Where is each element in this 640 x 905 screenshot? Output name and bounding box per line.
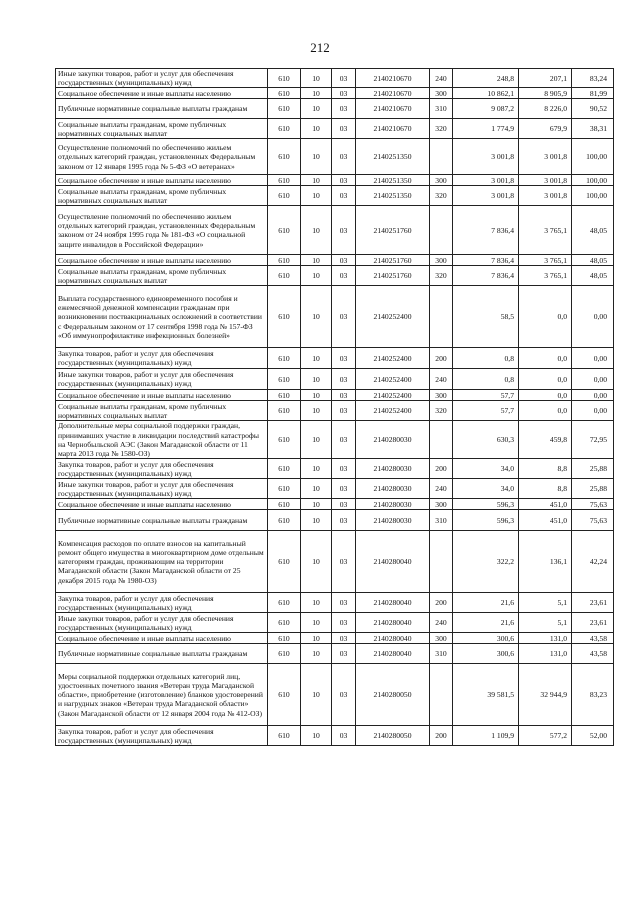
- table-row: [56, 206, 614, 255]
- table-row: [56, 286, 614, 348]
- expense-type-code: 300: [430, 633, 453, 644]
- execution-percent: 0,00: [572, 401, 614, 421]
- actual-amount: 679,9: [519, 119, 572, 139]
- section-code: 10: [301, 286, 332, 348]
- expense-type-code: 320: [430, 266, 453, 286]
- plan-amount: 34,0: [453, 479, 519, 499]
- row-name: Компенсация расходов по оплате взносов на капитальный ремонт общего имущества в многоквартирном доме отдельным категориям граждан, проживающим на территории Магаданской области (Закон Магаданской области от 25 декабря 2015 года № 1980-ОЗ): [56, 531, 268, 593]
- target-article-code: 2140280030: [356, 421, 430, 459]
- table-row: [56, 175, 614, 186]
- plan-amount: 1 774,9: [453, 119, 519, 139]
- plan-amount: 34,0: [453, 459, 519, 479]
- section-code: 10: [301, 348, 332, 369]
- row-name: Социальные выплаты гражданам, кроме публичных нормативных социальных выплат: [56, 186, 268, 206]
- actual-amount: 3 001,8: [519, 139, 572, 175]
- plan-amount: 7 836,4: [453, 266, 519, 286]
- actual-amount: 3 001,8: [519, 186, 572, 206]
- subsection-code: 03: [332, 206, 356, 255]
- actual-amount: 0,0: [519, 348, 572, 369]
- ministry-code: 610: [268, 139, 301, 175]
- actual-amount: 0,0: [519, 390, 572, 401]
- expense-type-code: 200: [430, 593, 453, 613]
- table-row: [56, 531, 614, 593]
- plan-amount: 596,3: [453, 510, 519, 531]
- table-row: [56, 266, 614, 286]
- ministry-code: 610: [268, 266, 301, 286]
- target-article-code: 2140251760: [356, 266, 430, 286]
- execution-percent: 23,61: [572, 613, 614, 633]
- actual-amount: 5,1: [519, 593, 572, 613]
- actual-amount: 8,8: [519, 459, 572, 479]
- actual-amount: 32 944,9: [519, 664, 572, 726]
- row-name: Осуществление полномочий по обеспечению жильем отдельных категорий граждан, установленных Федеральным законом от 24 ноября 1995 года № 181-ФЗ «О социальной защите инвалидов в Российской Федерации»: [56, 206, 268, 255]
- ministry-code: 610: [268, 286, 301, 348]
- ministry-code: 610: [268, 499, 301, 510]
- table-row: [56, 421, 614, 459]
- actual-amount: 3 765,1: [519, 255, 572, 266]
- subsection-code: 03: [332, 421, 356, 459]
- expense-type-code: 300: [430, 175, 453, 186]
- plan-amount: 57,7: [453, 401, 519, 421]
- subsection-code: 03: [332, 255, 356, 266]
- ministry-code: 610: [268, 664, 301, 726]
- section-code: 10: [301, 510, 332, 531]
- table-row: [56, 664, 614, 726]
- section-code: 10: [301, 421, 332, 459]
- expense-type-code: 240: [430, 369, 453, 390]
- execution-percent: 75,63: [572, 510, 614, 531]
- actual-amount: 451,0: [519, 499, 572, 510]
- table-row: [56, 459, 614, 479]
- subsection-code: 03: [332, 119, 356, 139]
- section-code: 10: [301, 186, 332, 206]
- ministry-code: 610: [268, 644, 301, 664]
- actual-amount: 8 905,9: [519, 88, 572, 99]
- subsection-code: 03: [332, 459, 356, 479]
- subsection-code: 03: [332, 175, 356, 186]
- subsection-code: 03: [332, 186, 356, 206]
- row-name: Социальные выплаты гражданам, кроме публичных нормативных социальных выплат: [56, 266, 268, 286]
- subsection-code: 03: [332, 390, 356, 401]
- target-article-code: 2140210670: [356, 99, 430, 119]
- execution-percent: 23,61: [572, 593, 614, 613]
- execution-percent: 42,24: [572, 531, 614, 593]
- table-row: [56, 401, 614, 421]
- budget-table: [55, 68, 614, 746]
- row-name: Социальные выплаты гражданам, кроме публичных нормативных социальных выплат: [56, 119, 268, 139]
- plan-amount: 21,6: [453, 613, 519, 633]
- plan-amount: 3 001,8: [453, 186, 519, 206]
- execution-percent: 83,24: [572, 69, 614, 88]
- table-row: [56, 186, 614, 206]
- section-code: 10: [301, 69, 332, 88]
- plan-amount: 596,3: [453, 499, 519, 510]
- plan-amount: 0,8: [453, 348, 519, 369]
- ministry-code: 610: [268, 459, 301, 479]
- subsection-code: 03: [332, 499, 356, 510]
- subsection-code: 03: [332, 369, 356, 390]
- actual-amount: 3 765,1: [519, 206, 572, 255]
- section-code: 10: [301, 633, 332, 644]
- row-name: Иные закупки товаров, работ и услуг для обеспечения государственных (муниципальных) нужд: [56, 69, 268, 88]
- row-name: Выплата государственного единовременного пособия и ежемесячной денежной компенсации гражданам при возникновении поствакцинальных осложнений в соответствии с Федеральным законом от 17 сентября 1998 года № 157-ФЗ «Об иммунопрофилактике инфекционных болезней»: [56, 286, 268, 348]
- target-article-code: 2140280030: [356, 459, 430, 479]
- expense-type-code: 310: [430, 99, 453, 119]
- ministry-code: 610: [268, 206, 301, 255]
- row-name: Осуществление полномочий по обеспечению жильем отдельных категорий граждан, установленных Федеральным законом от 12 января 1995 года № 5-ФЗ «О ветеранах»: [56, 139, 268, 175]
- actual-amount: 3 001,8: [519, 175, 572, 186]
- target-article-code: 2140280030: [356, 479, 430, 499]
- section-code: 10: [301, 479, 332, 499]
- execution-percent: 100,00: [572, 139, 614, 175]
- ministry-code: 610: [268, 531, 301, 593]
- section-code: 10: [301, 390, 332, 401]
- table-row: [56, 633, 614, 644]
- target-article-code: 2140280030: [356, 499, 430, 510]
- target-article-code: 2140251350: [356, 139, 430, 175]
- section-code: 10: [301, 369, 332, 390]
- execution-percent: 43,58: [572, 633, 614, 644]
- execution-percent: 48,05: [572, 255, 614, 266]
- subsection-code: 03: [332, 613, 356, 633]
- execution-percent: 90,52: [572, 99, 614, 119]
- expense-type-code: 200: [430, 726, 453, 746]
- table-row: [56, 726, 614, 746]
- ministry-code: 610: [268, 119, 301, 139]
- row-name: Социальное обеспечение и иные выплаты населению: [56, 255, 268, 266]
- execution-percent: 25,88: [572, 459, 614, 479]
- subsection-code: 03: [332, 633, 356, 644]
- subsection-code: 03: [332, 88, 356, 99]
- target-article-code: 2140252400: [356, 286, 430, 348]
- plan-amount: 300,6: [453, 633, 519, 644]
- execution-percent: 100,00: [572, 175, 614, 186]
- ministry-code: 610: [268, 88, 301, 99]
- actual-amount: 451,0: [519, 510, 572, 531]
- target-article-code: 2140210670: [356, 69, 430, 88]
- target-article-code: 2140252400: [356, 401, 430, 421]
- execution-percent: 81,99: [572, 88, 614, 99]
- execution-percent: 25,88: [572, 479, 614, 499]
- ministry-code: 610: [268, 99, 301, 119]
- expense-type-code: 240: [430, 613, 453, 633]
- expense-type-code: [430, 531, 453, 593]
- section-code: 10: [301, 99, 332, 119]
- ministry-code: 610: [268, 593, 301, 613]
- expense-type-code: 300: [430, 255, 453, 266]
- subsection-code: 03: [332, 266, 356, 286]
- execution-percent: 48,05: [572, 206, 614, 255]
- table-row: [56, 613, 614, 633]
- plan-amount: 9 087,2: [453, 99, 519, 119]
- plan-amount: 3 001,8: [453, 175, 519, 186]
- subsection-code: 03: [332, 664, 356, 726]
- expense-type-code: 310: [430, 644, 453, 664]
- expense-type-code: 200: [430, 348, 453, 369]
- expense-type-code: 300: [430, 390, 453, 401]
- target-article-code: 2140251760: [356, 206, 430, 255]
- table-body: [56, 69, 614, 746]
- actual-amount: 136,1: [519, 531, 572, 593]
- execution-percent: 48,05: [572, 266, 614, 286]
- actual-amount: 5,1: [519, 613, 572, 633]
- actual-amount: 0,0: [519, 401, 572, 421]
- actual-amount: 0,0: [519, 286, 572, 348]
- row-name: Иные закупки товаров, работ и услуг для обеспечения государственных (муниципальных) нужд: [56, 369, 268, 390]
- actual-amount: 8,8: [519, 479, 572, 499]
- target-article-code: 2140280040: [356, 613, 430, 633]
- table-row: [56, 119, 614, 139]
- execution-percent: 0,00: [572, 348, 614, 369]
- table-row: [56, 369, 614, 390]
- ministry-code: 610: [268, 69, 301, 88]
- row-name: Публичные нормативные социальные выплаты гражданам: [56, 510, 268, 531]
- subsection-code: 03: [332, 479, 356, 499]
- section-code: 10: [301, 531, 332, 593]
- target-article-code: 2140280040: [356, 644, 430, 664]
- actual-amount: 3 765,1: [519, 266, 572, 286]
- target-article-code: 2140280040: [356, 531, 430, 593]
- subsection-code: 03: [332, 139, 356, 175]
- execution-percent: 0,00: [572, 390, 614, 401]
- subsection-code: 03: [332, 401, 356, 421]
- target-article-code: 2140252400: [356, 390, 430, 401]
- subsection-code: 03: [332, 593, 356, 613]
- expense-type-code: [430, 286, 453, 348]
- row-name: Дополнительные меры социальной поддержки граждан, принимавших участие в ликвидации последствий катастрофы на Чернобыльской АЭС (Закон Магаданской области от 11 марта 2013 года № 1580-ОЗ): [56, 421, 268, 459]
- target-article-code: 2140210670: [356, 88, 430, 99]
- subsection-code: 03: [332, 531, 356, 593]
- table-row: [56, 139, 614, 175]
- subsection-code: 03: [332, 69, 356, 88]
- expense-type-code: 310: [430, 510, 453, 531]
- plan-amount: 39 581,5: [453, 664, 519, 726]
- table-row: [56, 69, 614, 88]
- section-code: 10: [301, 499, 332, 510]
- plan-amount: 58,5: [453, 286, 519, 348]
- actual-amount: 8 226,0: [519, 99, 572, 119]
- execution-percent: 0,00: [572, 286, 614, 348]
- ministry-code: 610: [268, 186, 301, 206]
- row-name: Закупка товаров, работ и услуг для обеспечения государственных (муниципальных) нужд: [56, 459, 268, 479]
- expense-type-code: 300: [430, 88, 453, 99]
- row-name: Социальное обеспечение и иные выплаты населению: [56, 633, 268, 644]
- expense-type-code: [430, 421, 453, 459]
- plan-amount: 0,8: [453, 369, 519, 390]
- row-name: Социальное обеспечение и иные выплаты населению: [56, 175, 268, 186]
- ministry-code: 610: [268, 401, 301, 421]
- expense-type-code: 240: [430, 69, 453, 88]
- section-code: 10: [301, 726, 332, 746]
- subsection-code: 03: [332, 726, 356, 746]
- section-code: 10: [301, 175, 332, 186]
- row-name: Закупка товаров, работ и услуг для обеспечения государственных (муниципальных) нужд: [56, 348, 268, 369]
- table-row: [56, 88, 614, 99]
- subsection-code: 03: [332, 286, 356, 348]
- subsection-code: 03: [332, 644, 356, 664]
- expense-type-code: 300: [430, 499, 453, 510]
- expense-type-code: 240: [430, 479, 453, 499]
- execution-percent: 38,31: [572, 119, 614, 139]
- row-name: Закупка товаров, работ и услуг для обеспечения государственных (муниципальных) нужд: [56, 593, 268, 613]
- table-row: [56, 593, 614, 613]
- expense-type-code: 200: [430, 459, 453, 479]
- target-article-code: 2140251760: [356, 255, 430, 266]
- subsection-code: 03: [332, 510, 356, 531]
- section-code: 10: [301, 664, 332, 726]
- target-article-code: 2140210670: [356, 119, 430, 139]
- execution-percent: 100,00: [572, 186, 614, 206]
- ministry-code: 610: [268, 348, 301, 369]
- plan-amount: 630,3: [453, 421, 519, 459]
- target-article-code: 2140252400: [356, 348, 430, 369]
- row-name: Социальное обеспечение и иные выплаты населению: [56, 88, 268, 99]
- plan-amount: 322,2: [453, 531, 519, 593]
- row-name: Социальное обеспечение и иные выплаты населению: [56, 390, 268, 401]
- target-article-code: 2140280030: [356, 510, 430, 531]
- target-article-code: 2140280040: [356, 633, 430, 644]
- ministry-code: 610: [268, 726, 301, 746]
- section-code: 10: [301, 119, 332, 139]
- ministry-code: 610: [268, 421, 301, 459]
- expense-type-code: 320: [430, 401, 453, 421]
- execution-percent: 43,58: [572, 644, 614, 664]
- page-number: 212: [310, 40, 330, 55]
- execution-percent: 83,23: [572, 664, 614, 726]
- row-name: Иные закупки товаров, работ и услуг для обеспечения государственных (муниципальных) нужд: [56, 613, 268, 633]
- ministry-code: 610: [268, 613, 301, 633]
- target-article-code: 2140252400: [356, 369, 430, 390]
- table-row: [56, 255, 614, 266]
- execution-percent: 52,00: [572, 726, 614, 746]
- table-row: [56, 390, 614, 401]
- row-name: Социальное обеспечение и иные выплаты населению: [56, 499, 268, 510]
- ministry-code: 610: [268, 479, 301, 499]
- row-name: Публичные нормативные социальные выплаты гражданам: [56, 99, 268, 119]
- row-name: Публичные нормативные социальные выплаты гражданам: [56, 644, 268, 664]
- section-code: 10: [301, 255, 332, 266]
- section-code: 10: [301, 139, 332, 175]
- ministry-code: 610: [268, 255, 301, 266]
- expense-type-code: [430, 139, 453, 175]
- plan-amount: 10 862,1: [453, 88, 519, 99]
- target-article-code: 2140251350: [356, 186, 430, 206]
- plan-amount: 7 836,4: [453, 255, 519, 266]
- execution-percent: 75,63: [572, 499, 614, 510]
- row-name: Иные закупки товаров, работ и услуг для обеспечения государственных (муниципальных) нужд: [56, 479, 268, 499]
- ministry-code: 610: [268, 390, 301, 401]
- actual-amount: 131,0: [519, 633, 572, 644]
- actual-amount: 459,8: [519, 421, 572, 459]
- section-code: 10: [301, 266, 332, 286]
- plan-amount: 300,6: [453, 644, 519, 664]
- ministry-code: 610: [268, 633, 301, 644]
- section-code: 10: [301, 644, 332, 664]
- section-code: 10: [301, 401, 332, 421]
- table-row: [56, 510, 614, 531]
- row-name: Меры социальной поддержки отдельных категорий лиц, удостоенных почетного звания «Ветеран труда Магаданской области», приобретение (изготовление) бланков удостоверений и нагрудных знаков «Ветеран труда Магаданской области» (Закон Магаданской области от 12 января 2004 года № 412-ОЗ): [56, 664, 268, 726]
- plan-amount: 57,7: [453, 390, 519, 401]
- actual-amount: 577,2: [519, 726, 572, 746]
- execution-percent: 0,00: [572, 369, 614, 390]
- execution-percent: 72,95: [572, 421, 614, 459]
- actual-amount: 207,1: [519, 69, 572, 88]
- plan-amount: 3 001,8: [453, 139, 519, 175]
- ministry-code: 610: [268, 510, 301, 531]
- section-code: 10: [301, 88, 332, 99]
- expense-type-code: 320: [430, 119, 453, 139]
- subsection-code: 03: [332, 99, 356, 119]
- plan-amount: 248,8: [453, 69, 519, 88]
- actual-amount: 0,0: [519, 369, 572, 390]
- table-row: [56, 499, 614, 510]
- plan-amount: 7 836,4: [453, 206, 519, 255]
- ministry-code: 610: [268, 369, 301, 390]
- plan-amount: 21,6: [453, 593, 519, 613]
- table-row: [56, 348, 614, 369]
- expense-type-code: 320: [430, 186, 453, 206]
- row-name: Социальные выплаты гражданам, кроме публичных нормативных социальных выплат: [56, 401, 268, 421]
- target-article-code: 2140280040: [356, 593, 430, 613]
- section-code: 10: [301, 593, 332, 613]
- row-name: Закупка товаров, работ и услуг для обеспечения государственных (муниципальных) нужд: [56, 726, 268, 746]
- ministry-code: 610: [268, 175, 301, 186]
- subsection-code: 03: [332, 348, 356, 369]
- target-article-code: 2140280050: [356, 726, 430, 746]
- table-row: [56, 99, 614, 119]
- section-code: 10: [301, 459, 332, 479]
- target-article-code: 2140280050: [356, 664, 430, 726]
- actual-amount: 131,0: [519, 644, 572, 664]
- section-code: 10: [301, 613, 332, 633]
- expense-type-code: [430, 206, 453, 255]
- table-row: [56, 479, 614, 499]
- expense-type-code: [430, 664, 453, 726]
- target-article-code: 2140251350: [356, 175, 430, 186]
- section-code: 10: [301, 206, 332, 255]
- plan-amount: 1 109,9: [453, 726, 519, 746]
- table-row: [56, 644, 614, 664]
